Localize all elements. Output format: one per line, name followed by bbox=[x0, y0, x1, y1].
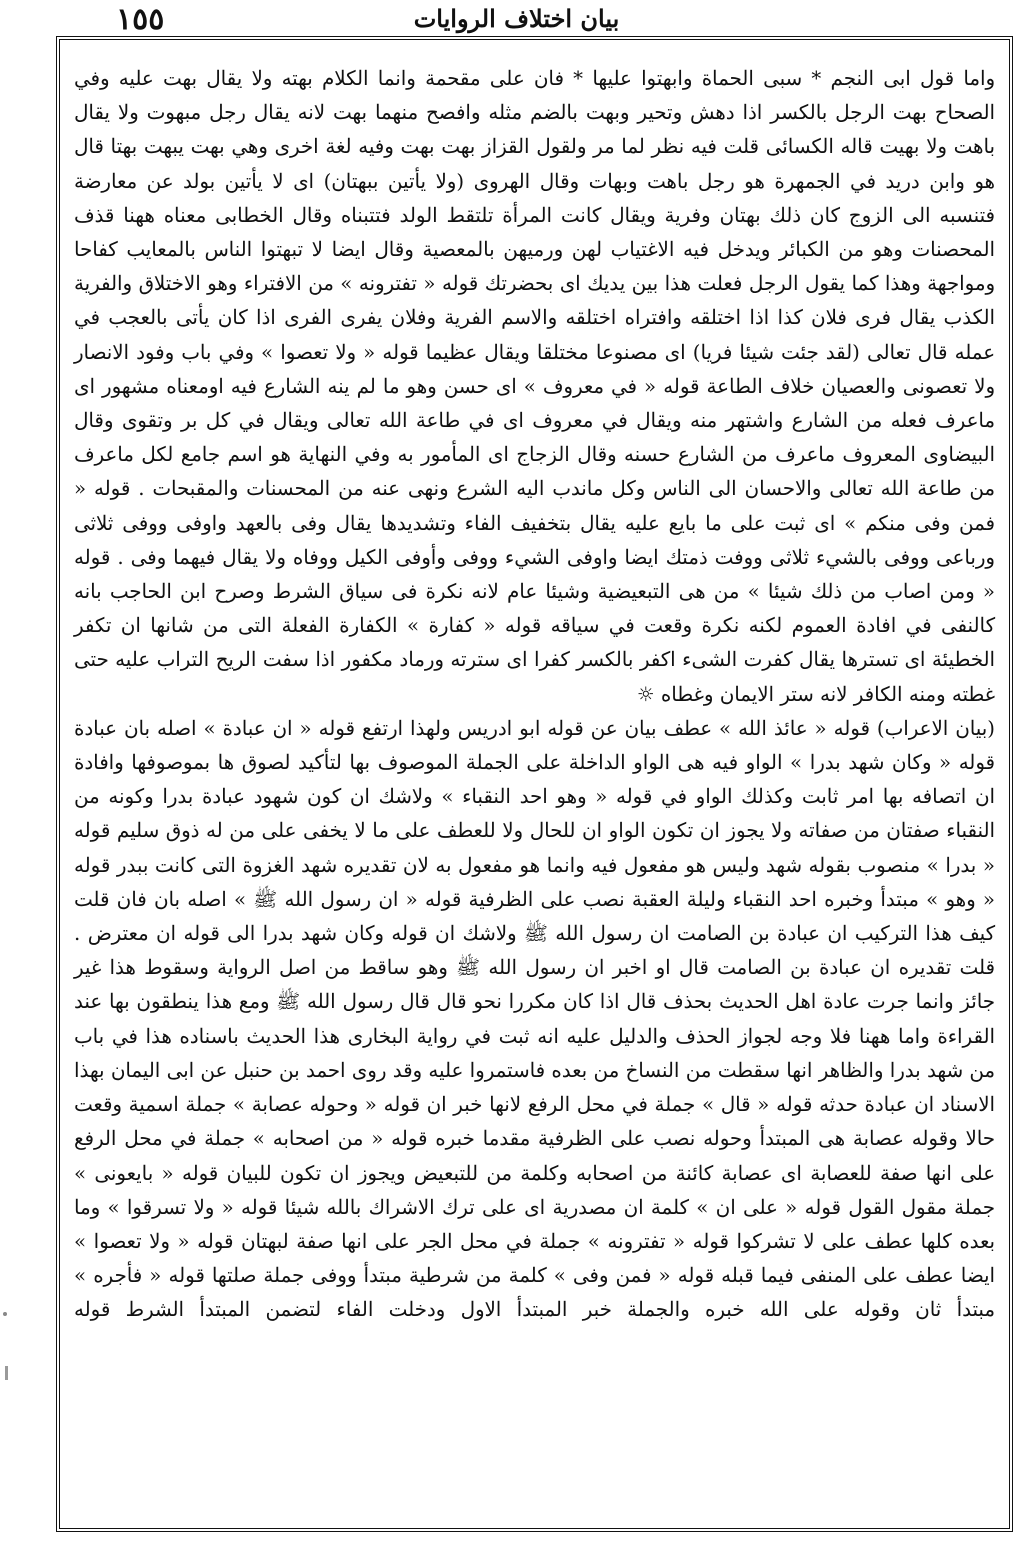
margin-dot bbox=[3, 1312, 7, 1316]
paragraph-lexical-commentary: واما قول ابى النجم * سبى الحماة وابهتوا عليها * فان على مقحمة وانما الكلام بهته ولا يقال بهت عليه وفي الصحاح بهت الرجل بالكسر اذا دهش وتحير وبهت بالضم مثله وافصح منهما بهت لانه يقال رجل مبهوت ولا يقال باهت ولا بهيت قاله الكسائى قلت فيه نظر لما مر ولقول القزاز بهت بهت وفيه لغة اخرى وهي بهت يبهت بهتا قال هو وابن دريد في الجمهرة هو رجل باهت وبهات وقال الهروى (ولا يأتين ببهتان) اى لا يأتين بولد عن معارضة فتنسبه الى الزوج كان ذلك بهتان وفرية ويقال كانت المرأة تلتقط الولد فتتبناه وقال الخطابى معناه ههنا قذف المحصنات وهو من الكبائر ويدخل فيه الاغتياب لهن ورميهن بالمعصية وقال ايضا لا تبهتوا الناس بالمعايب كفاحا ومواجهة وهذا كما يقول الرجل فعلت هذا بين يديك اى بحضرتك قوله « تفترونه » من الافتراء وهو الاختلاق والفرية الكذب يقال فرى فلان كذا اذا اختلقه وافتراه اختلقه والاسم الفرية وفلان يفرى الفرى اذا كان يأتى بالعجب في عمله قال تعالى (لقد جئت شيئا فريا) اى مصنوعا مختلقا ويقال عظيما قوله « ولا تعصوا » وفي باب وفود الانصار ولا تعصونى والعصيان خلاف الطاعة قوله « في معروف » اى حسن وهو ما لم ينه الشارع فيه اومعناه مشهور اى ماعرف فعله من الشارع واشتهر منه ويقال في معروف اى في طاعة الله تعالى ويقال في كل بر وتقوى وقال البيضاوى المعروف ماعرف من الشارع حسنه وقال الزجاج اى المأمور به وفي النهاية هو اسم جامع لكل ماعرف من طاعة الله تعالى والاحسان الى الناس وكل ماندب اليه الشرع ونهى عنه من المحسنات والمقبحات . قوله « فمن وفى منكم » اى ثبت على ما بايع عليه يقال بتخفيف الفاء وتشديدها يقال وفى بالعهد واوفى ووفى ثلاثى ورباعى ووفى بالشيء ثلاثى ووفت ذمتك ايضا واوفى الشيء ووفى وأوفى الكيل ووفاه ولا يقال فيهما وفى . قوله « ومن اصاب من ذلك شيئا » من هى التبعيضية وشيئا عام لانه نكرة فى سياق الشرط وصرح ابن الحاجب بانه كالنفى في افادة العموم لكنه نكرة وقعت في سياقه قوله « كفارة » الكفارة الفعلة التى من شانها ان تكفر الخطيئة اى تسترها يقال كفرت الشىء اكفر بالكسر كفرا اى سترته ورماد مكفور اذا سفت الريح التراب عليه حتى غطته ومنه الكافر لانه ستر الايمان وغطاه ☼ bbox=[74, 67, 995, 706]
page-number: ١٥٥ bbox=[116, 2, 165, 37]
main-text-body bbox=[64, 48, 1005, 1524]
page-header bbox=[40, 0, 993, 40]
running-title: بيان اختلاف الروايات bbox=[413, 4, 620, 33]
margin-mark bbox=[5, 1366, 8, 1380]
paragraph-grammatical-analysis: (بيان الاعراب) قوله « عائذ الله » عطف بيان عن قوله ابو ادريس ولهذا ارتفع قوله « ان عبادة » اصله بان عبادة قوله « وكان شهد بدرا » الواو فيه هى الواو الداخلة على الجملة الموصوف بها لتأكيد لصوق ها بموصوفها وافادة ان اتصافه بها امر ثابت وكذلك الواو في قوله « وهو احد النقباء » ولاشك ان كون شهود عبادة بدرا وكونه من النقباء صفتان من صفاته ولا يجوز ان تكون الواو ان للحال ولا للعطف على ما لا يخفى على من له ذوق سليم قوله « بدرا » منصوب بقوله شهد وليس هو مفعول فيه وانما هو مفعول به لان تقديره شهد الغزوة التى كانت ببدر قوله « وهو » مبتدأ وخبره احد النقباء وليلة العقبة نصب على الظرفية قوله « ان رسول الله ﷺ » اصله بان فان قلت كيف هذا التركيب ان عبادة بن الصامت ان رسول الله ﷺ ولاشك ان قوله وكان شهد بدرا الى قوله ان معترض . قلت تقديره ان عبادة بن الصامت قال او اخبر ان رسول الله ﷺ وهو ساقط من اصل الرواية وسقوط هذا غير جائز وانما جرت عادة اهل الحديث بحذف قال اذا كان مكررا نحو قال قال رسول الله ﷺ ومع هذا ينطقون بها عند القراءة واما ههنا فلا وجه لجواز الحذف والدليل عليه انه ثبت في رواية البخارى هذا الحديث باسناده هذا في باب من شهد بدرا والظاهر انها سقطت من النساخ من بعده فاستمروا عليه وقد روى احمد بن حنبل عن ابى اليمان بهذا الاسناد ان عبادة حدثه قوله « قال » جملة في محل الرفع لانها خبر ان قوله « وحوله عصابة » جملة اسمية وقعت حالا وقوله عصابة هى المبتدأ وحوله نصب على الظرفية مقدما خبره قوله « من اصحابه » جملة في محل الرفع على انها صفة للعصابة اى عصابة كائنة من اصحابه وكلمة من للتبعيض ويجوز ان تكون للبيان قوله « بايعونى » جملة مقول القول قوله « على ان » كلمة ان مصدرية اى على ترك الاشراك بالله شيئا قوله « ولا تسرقوا » وما بعده كلها عطف على لا تشركوا قوله « تفترونه » جملة في محل الجر على انها صفة لبهتان قوله « ولا تعصوا » ايضا عطف على المنفى فيما قبله قوله « فمن وفى » كلمة من شرطية مبتدأ ووفى جملة صلتها قوله « فأجره » مبتدأ ثان وقوله على الله خبره والجملة خبر المبتدأ الاول ودخلت الفاء لتضمن المبتدأ الشرط قوله bbox=[74, 716, 995, 1322]
